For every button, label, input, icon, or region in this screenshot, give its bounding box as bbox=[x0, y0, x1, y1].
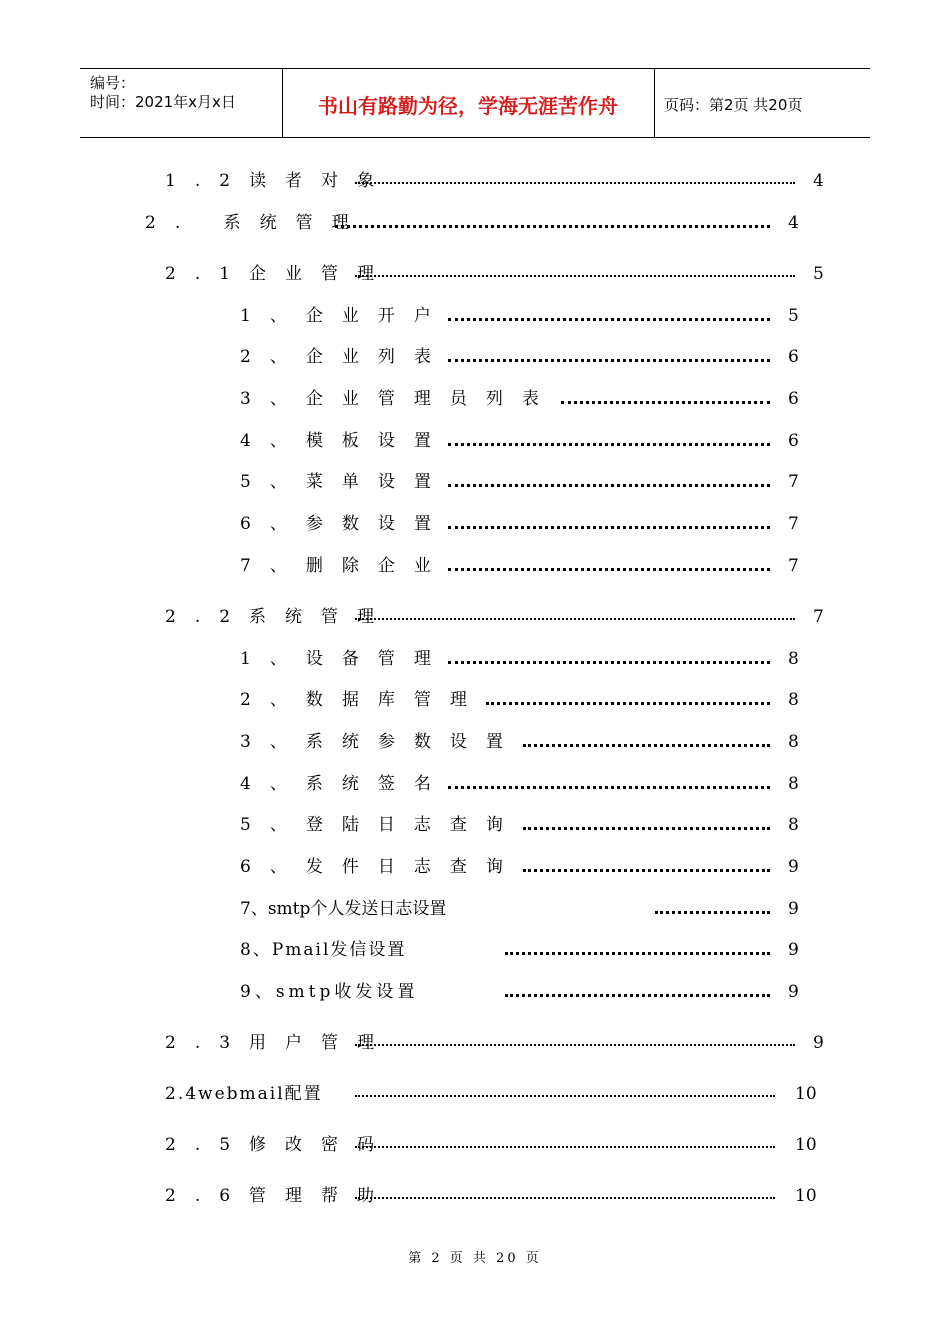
toc-dot-leader bbox=[655, 911, 770, 914]
toc-entry-2-2-7[interactable] bbox=[240, 896, 810, 922]
toc-entry-2-2-4[interactable] bbox=[240, 771, 810, 797]
page-footer: 第 2 页 共 20 页 bbox=[408, 1251, 542, 1266]
toc-entry-label: 2.6管理帮助 bbox=[165, 1186, 394, 1206]
toc-entry-2-2-6[interactable] bbox=[240, 854, 810, 880]
toc-page-number: 7 bbox=[788, 472, 799, 492]
toc-page-number: 6 bbox=[788, 431, 799, 451]
toc-entry-2-5[interactable] bbox=[165, 1132, 835, 1158]
toc-entry-2-2-9[interactable] bbox=[240, 979, 810, 1005]
toc-dot-leader bbox=[448, 443, 770, 446]
toc-dot-leader bbox=[448, 786, 770, 789]
toc-page-number: 9 bbox=[813, 1033, 824, 1053]
document-number-label: 编号： bbox=[90, 74, 136, 92]
toc-dot-leader bbox=[355, 275, 795, 277]
toc-dot-leader bbox=[523, 869, 770, 872]
toc-page-number: 9 bbox=[788, 899, 799, 919]
toc-entry-2-2[interactable] bbox=[165, 604, 835, 630]
toc-dot-leader bbox=[448, 318, 770, 321]
toc-entry-label: 9、smtp收发设置 bbox=[240, 982, 419, 1002]
toc-page-number: 8 bbox=[788, 774, 799, 794]
toc-entry-2-3[interactable] bbox=[165, 1030, 835, 1056]
toc-entry-2-4[interactable] bbox=[165, 1081, 835, 1107]
toc-entry-2[interactable] bbox=[145, 210, 815, 236]
toc-entry-label: 5、菜单设置 bbox=[240, 472, 450, 492]
toc-entry-label: 2.4webmail配置 bbox=[165, 1084, 323, 1104]
toc-entry-label: 7、smtp个人发送日志设置 bbox=[240, 899, 447, 919]
toc-entry-2-1-1[interactable] bbox=[240, 303, 810, 329]
toc-entry-label: 3、企业管理员列表 bbox=[240, 389, 558, 409]
toc-entry-2-6[interactable] bbox=[165, 1183, 835, 1209]
toc-entry-2-1-5[interactable] bbox=[240, 469, 810, 495]
toc-dot-leader bbox=[355, 1044, 795, 1046]
toc-page-number: 10 bbox=[795, 1186, 817, 1206]
toc-dot-leader bbox=[355, 1095, 775, 1097]
toc-entry-label: 7、删除企业 bbox=[240, 556, 450, 576]
toc-entry-1-2[interactable] bbox=[165, 168, 835, 194]
toc-dot-leader bbox=[448, 359, 770, 362]
toc-entry-label: 2.2系统管理 bbox=[165, 607, 394, 627]
toc-entry-label: 4、模板设置 bbox=[240, 431, 450, 451]
toc-entry-label: 2、企业列表 bbox=[240, 347, 450, 367]
toc-entry-2-1-3[interactable] bbox=[240, 386, 810, 412]
toc-page-number: 6 bbox=[788, 389, 799, 409]
toc-entry-label: 2. 系统管理 bbox=[145, 213, 368, 233]
toc-dot-leader bbox=[523, 827, 770, 830]
toc-dot-leader bbox=[561, 401, 770, 404]
toc-entry-label: 3、系统参数设置 bbox=[240, 732, 522, 752]
toc-entry-2-2-8[interactable] bbox=[240, 937, 810, 963]
header-meta-cell bbox=[80, 69, 283, 137]
toc-entry-label: 2、数据库管理 bbox=[240, 690, 486, 710]
toc-entry-2-1-4[interactable] bbox=[240, 428, 810, 454]
toc-entry-label: 1.2读者对象 bbox=[165, 171, 394, 191]
toc-page-number: 10 bbox=[795, 1135, 817, 1155]
toc-dot-leader bbox=[335, 225, 770, 228]
header-motto: 书山有路勤为径，学海无涯苦作舟 bbox=[318, 94, 618, 118]
toc-dot-leader bbox=[505, 994, 770, 997]
toc-entry-label: 2.5修改密码 bbox=[165, 1135, 394, 1155]
toc-page-number: 7 bbox=[788, 556, 799, 576]
toc-dot-leader bbox=[448, 526, 770, 529]
toc-entry-label: 2.1企业管理 bbox=[165, 264, 394, 284]
toc-dot-leader bbox=[355, 1197, 775, 1199]
header-motto-cell bbox=[282, 69, 655, 137]
toc-entry-label: 6、参数设置 bbox=[240, 514, 450, 534]
toc-entry-label: 4、系统签名 bbox=[240, 774, 450, 794]
toc-page-number: 7 bbox=[813, 607, 824, 627]
toc-entry-2-2-1[interactable] bbox=[240, 646, 810, 672]
toc-entry-label: 1、设备管理 bbox=[240, 649, 450, 669]
toc-dot-leader bbox=[448, 568, 770, 571]
toc-dot-leader bbox=[486, 702, 770, 705]
toc-dot-leader bbox=[505, 952, 770, 955]
toc-page-number: 9 bbox=[788, 982, 799, 1002]
document-date-label: 时间：2021年x月x日 bbox=[90, 93, 236, 111]
toc-entry-2-1-7[interactable] bbox=[240, 553, 810, 579]
toc-entry-2-2-3[interactable] bbox=[240, 729, 810, 755]
toc-page-number: 8 bbox=[788, 690, 799, 710]
toc-dot-leader bbox=[355, 182, 795, 184]
toc-dot-leader bbox=[448, 484, 770, 487]
toc-dot-leader bbox=[523, 744, 770, 747]
header-page-cell bbox=[655, 69, 870, 137]
toc-entry-2-1[interactable] bbox=[165, 261, 835, 287]
header-page-info: 页码：第2页 共20页 bbox=[664, 96, 803, 114]
toc-page-number: 4 bbox=[813, 171, 824, 191]
toc-entry-label: 2.3用户管理 bbox=[165, 1033, 394, 1053]
toc-page-number: 6 bbox=[788, 347, 799, 367]
toc-page-number: 9 bbox=[788, 940, 799, 960]
page-header bbox=[80, 68, 870, 138]
toc-entry-label: 5、登陆日志查询 bbox=[240, 815, 522, 835]
toc-page-number: 4 bbox=[788, 213, 799, 233]
toc-dot-leader bbox=[355, 618, 795, 620]
toc-entry-label: 8、Pmail发信设置 bbox=[240, 940, 407, 960]
toc-dot-leader bbox=[448, 661, 770, 664]
toc-entry-label: 1、企业开户 bbox=[240, 306, 450, 326]
toc-dot-leader bbox=[355, 1146, 775, 1148]
toc-entry-2-2-5[interactable] bbox=[240, 812, 810, 838]
toc-page-number: 10 bbox=[795, 1084, 817, 1104]
toc-entry-label: 6、发件日志查询 bbox=[240, 857, 522, 877]
toc-entry-2-2-2[interactable] bbox=[240, 687, 810, 713]
toc-page-number: 7 bbox=[788, 514, 799, 534]
toc-page-number: 9 bbox=[788, 857, 799, 877]
toc-page-number: 5 bbox=[788, 306, 799, 326]
toc-page-number: 8 bbox=[788, 732, 799, 752]
toc-page-number: 8 bbox=[788, 815, 799, 835]
toc-page-number: 5 bbox=[813, 264, 824, 284]
toc-entry-2-1-2[interactable] bbox=[240, 344, 810, 370]
toc-page-number: 8 bbox=[788, 649, 799, 669]
toc-entry-2-1-6[interactable] bbox=[240, 511, 810, 537]
